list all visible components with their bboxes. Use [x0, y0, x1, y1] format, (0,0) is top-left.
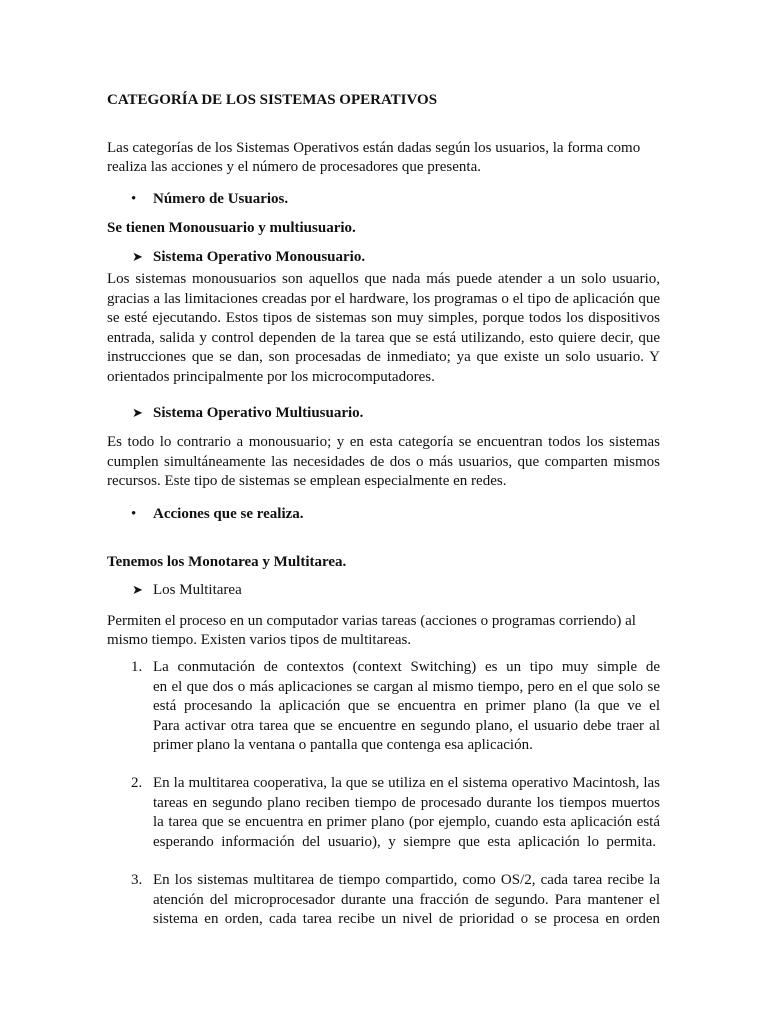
paragraph-line: cumplen simultáneamente las necesidades de dos o más usuarios, que comparten mismos — [107, 453, 660, 470]
paragraph-line: entrada, salida y control dependen de la tarea que se está utilizando, esto quiere decir, que — [107, 329, 660, 346]
bullet-icon: • — [131, 191, 137, 207]
paragraph-line: se esté ejecutando. Estos tipos de sistemas son muy simples, porque todos los dispositivos — [107, 310, 660, 326]
bullet-icon: • — [131, 506, 137, 522]
arrow-bullet-icon: ➤ — [132, 405, 143, 420]
paragraph-line: instrucciones que se dan, son procesadas de inmediato; ya que existe un solo usuario. Y — [107, 349, 660, 365]
list-number: 2. — [131, 775, 143, 791]
list-number: 1. — [131, 659, 143, 675]
bullet-heading: Acciones que se realiza. — [153, 506, 304, 522]
list-item-line: tareas en segundo plano reciben tiempo de procesado durante los tiempos muertos — [153, 794, 660, 811]
paragraph-line: recursos. Este tipo de sistemas se emplean especialmente en redes. — [107, 473, 507, 489]
arrow-heading: Sistema Operativo Monousuario. — [153, 249, 366, 265]
list-item-line: en el que dos o más aplicaciones se cargan al mismo tiempo, pero en el que solo se — [153, 678, 660, 695]
list-item-line: Para activar otra tarea que se encuentre en segundo plano, el usuario debe traer al — [153, 717, 660, 734]
intro-line: Las categorías de los Sistemas Operativos están dadas según los usuarios, la forma como — [107, 140, 641, 156]
paragraph-line: Los sistemas monousuarios son aquellos que nada más puede atender a un solo usuario, — [107, 271, 660, 287]
intro-line: realiza las acciones y el número de procesadores que presenta. — [107, 159, 481, 175]
paragraph-line: Es todo lo contrario a monousuario; y en esta categoría se encuentran todos los sistemas — [107, 434, 660, 450]
list-item-line: la tarea que se encuentra en primer plano (por ejemplo, cuando esta aplicación está — [153, 814, 660, 830]
list-item-line: En los sistemas multitarea de tiempo compartido, como OS/2, cada tarea recibe la — [153, 872, 660, 888]
list-item-line: primer plano la ventana o pantalla que contenga esa aplicación. — [153, 737, 533, 753]
paragraph-line: orientados principalmente por los microcomputadores. — [107, 368, 435, 385]
arrow-heading: Sistema Operativo Multiusuario. — [153, 405, 364, 421]
paragraph-line: Permiten el proceso en un computador varias tareas (acciones o programas corriendo) al — [107, 613, 636, 629]
bullet-heading: Número de Usuarios. — [153, 191, 289, 207]
document-title: CATEGORÍA DE LOS SISTEMAS OPERATIVOS — [107, 92, 438, 108]
list-item-line: sistema en orden, cada tarea recibe un nivel de prioridad o se procesa en orden — [153, 911, 660, 927]
arrow-heading: Los Multitarea — [153, 582, 242, 598]
subheading: Se tienen Monousuario y multiusuario. — [107, 220, 356, 236]
list-item-line: esperando información del usuario), y siempre que esta aplicación lo permita. — [153, 833, 656, 850]
arrow-bullet-icon: ➤ — [132, 249, 143, 264]
list-item-line: está procesando la aplicación que se encuentra en primer plano (la que ve el — [153, 698, 660, 714]
list-item-line: La conmutación de contextos (context Switching) es un tipo muy simple de — [153, 659, 660, 675]
arrow-bullet-icon: ➤ — [132, 582, 143, 597]
paragraph-line: gracias a las limitaciones creadas por el hardware, los programas o el tipo de aplicación que — [107, 290, 660, 307]
list-item-line: atención del microprocesador durante una fracción de segundo. Para mantener el — [153, 891, 660, 908]
subheading: Tenemos los Monotarea y Multitarea. — [107, 554, 347, 570]
paragraph-line: mismo tiempo. Existen varios tipos de multitareas. — [107, 632, 412, 648]
list-number: 3. — [131, 872, 143, 888]
list-item-line: En la multitarea cooperativa, la que se utiliza en el sistema operativo Macintosh, las — [153, 775, 660, 791]
